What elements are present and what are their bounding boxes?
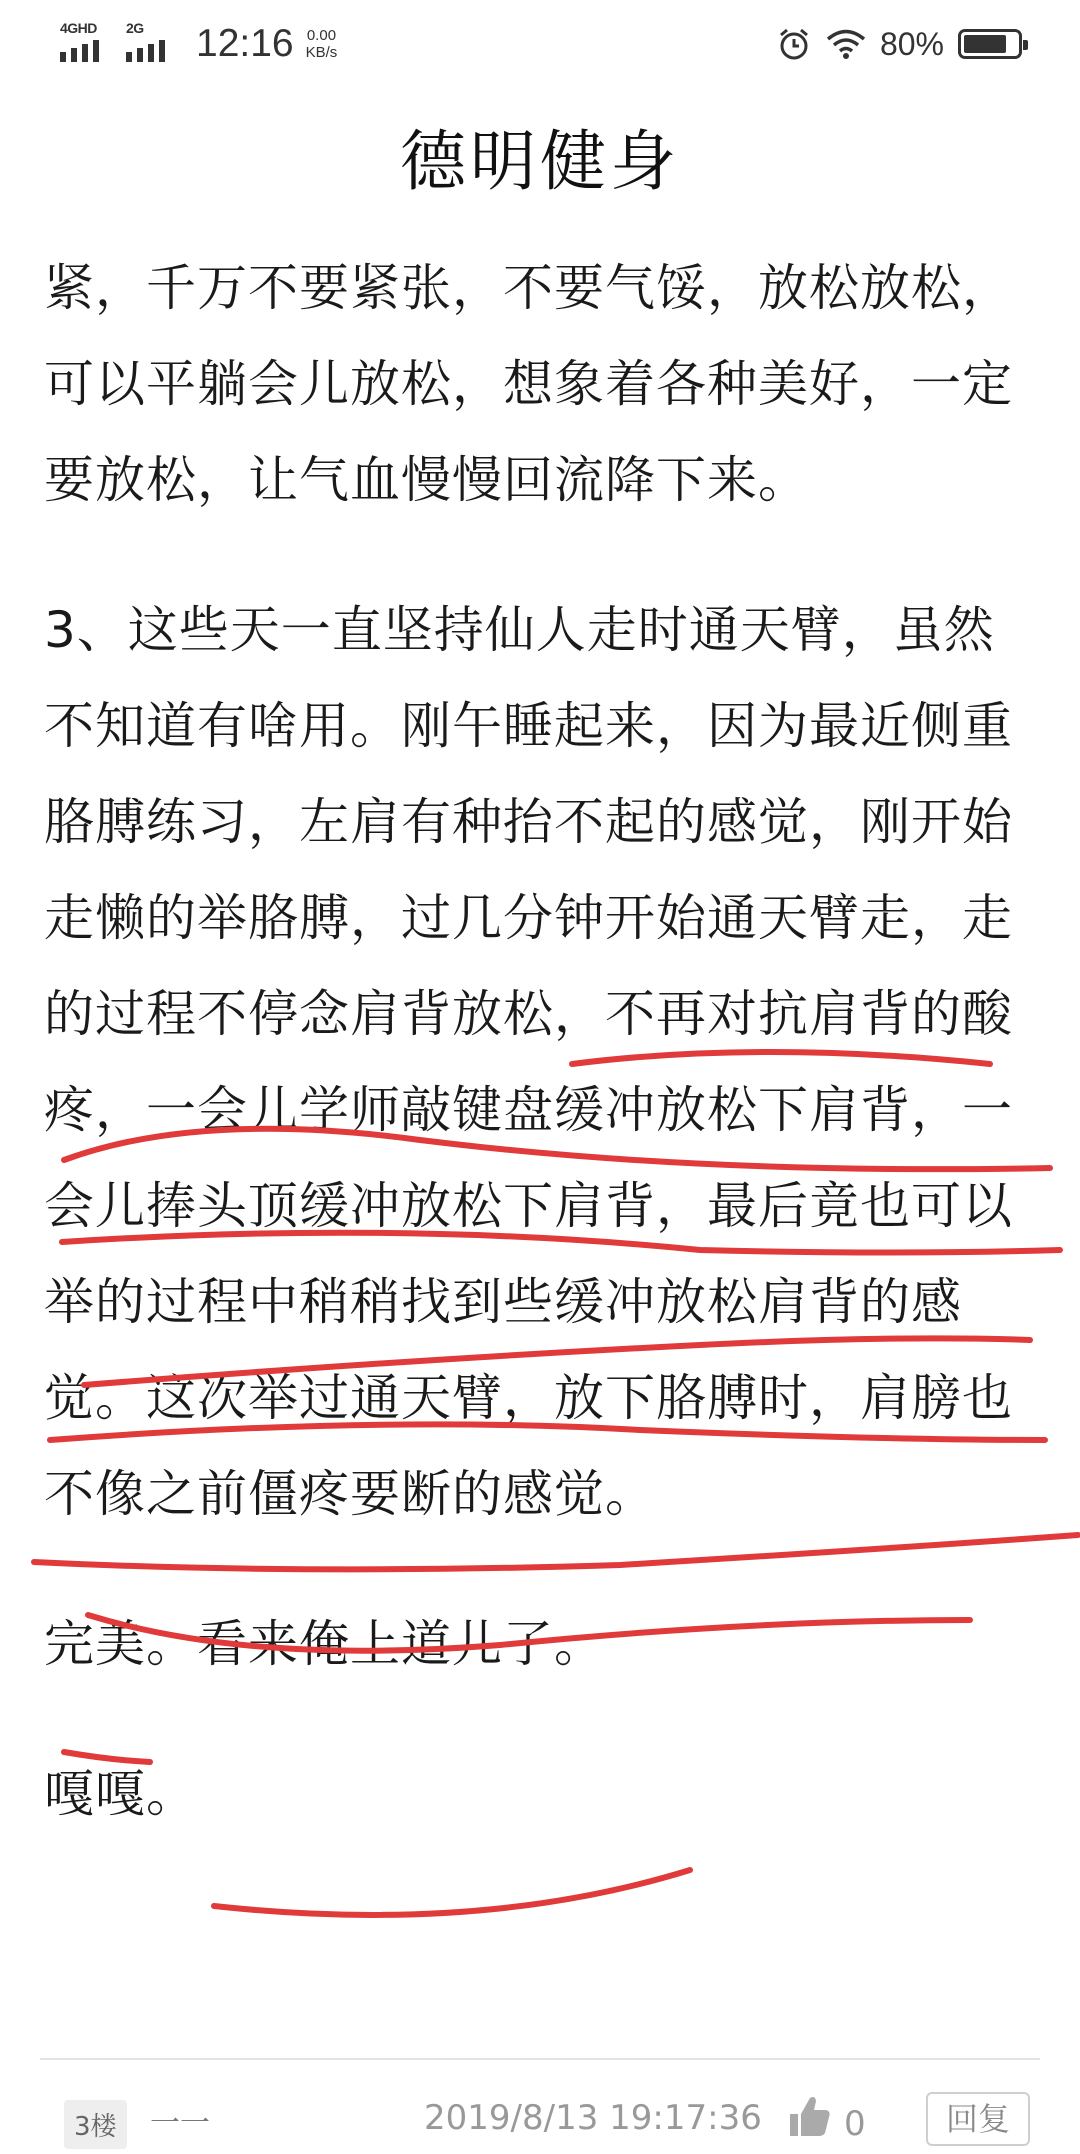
clock: 12:16 (196, 22, 294, 65)
paragraph-3: 完美。看来俺上道儿了。 (44, 1615, 605, 1673)
status-left (58, 14, 337, 74)
wifi-icon (826, 28, 866, 60)
signal-icon-2 (124, 20, 176, 68)
article-body (44, 240, 1044, 1896)
status-right (776, 14, 1022, 74)
battery-percentage: 80% (879, 25, 944, 62)
speed-value: 0.00 (306, 27, 337, 44)
like-count: 0 (844, 2104, 866, 2144)
alarm-icon (776, 26, 812, 62)
battery-icon (958, 29, 1022, 59)
post-timestamp: 2019/8/13 19:17:36 (424, 2098, 762, 2138)
page-title: 德明健身 (400, 123, 680, 200)
paragraph-2: 3、这些天一直坚持仙人走时通天臂，虽然不知道有啥用。刚午睡起来，因为最近侧重胳膊练习，左肩有种抬不起的感觉，刚开始走懒的举胳膊，过几分钟开始通天臂走，走的过程不停念肩背放松，不再对抗肩背的酸疼，一会儿学师敲键盘缓冲放松下肩背，一会儿捧头顶缓冲放松下肩背，最后竟也可以举的过程中稍稍找到些缓冲放松肩背的感觉。这次举过通天臂，放下胳膊时，肩膀也不像之前僵疼要断的感觉。 (44, 601, 1013, 1523)
floor-badge: 3楼 (64, 2100, 127, 2149)
speed-unit: KB/s (305, 44, 338, 61)
network-speed (306, 27, 338, 61)
author-name[interactable]: 一一 (150, 2106, 210, 2141)
network-type-1: 4GHD (60, 20, 97, 36)
reply-button[interactable]: 回复 (926, 2092, 1030, 2146)
footer-divider (40, 2058, 1040, 2060)
paragraph-1: 紧，千万不要紧张，不要气馁，放松放松，可以平躺会儿放松，想象着各种美好，一定要放松，让气血慢慢回流降下来。 (44, 259, 1013, 509)
thumbs-up-icon[interactable] (786, 2092, 832, 2140)
network-type-2: 2G (126, 20, 144, 36)
signal-icon (58, 20, 110, 68)
battery-fill (964, 35, 1006, 53)
status-bar (0, 0, 1080, 86)
paragraph-4: 嘎嘎。 (44, 1765, 197, 1823)
